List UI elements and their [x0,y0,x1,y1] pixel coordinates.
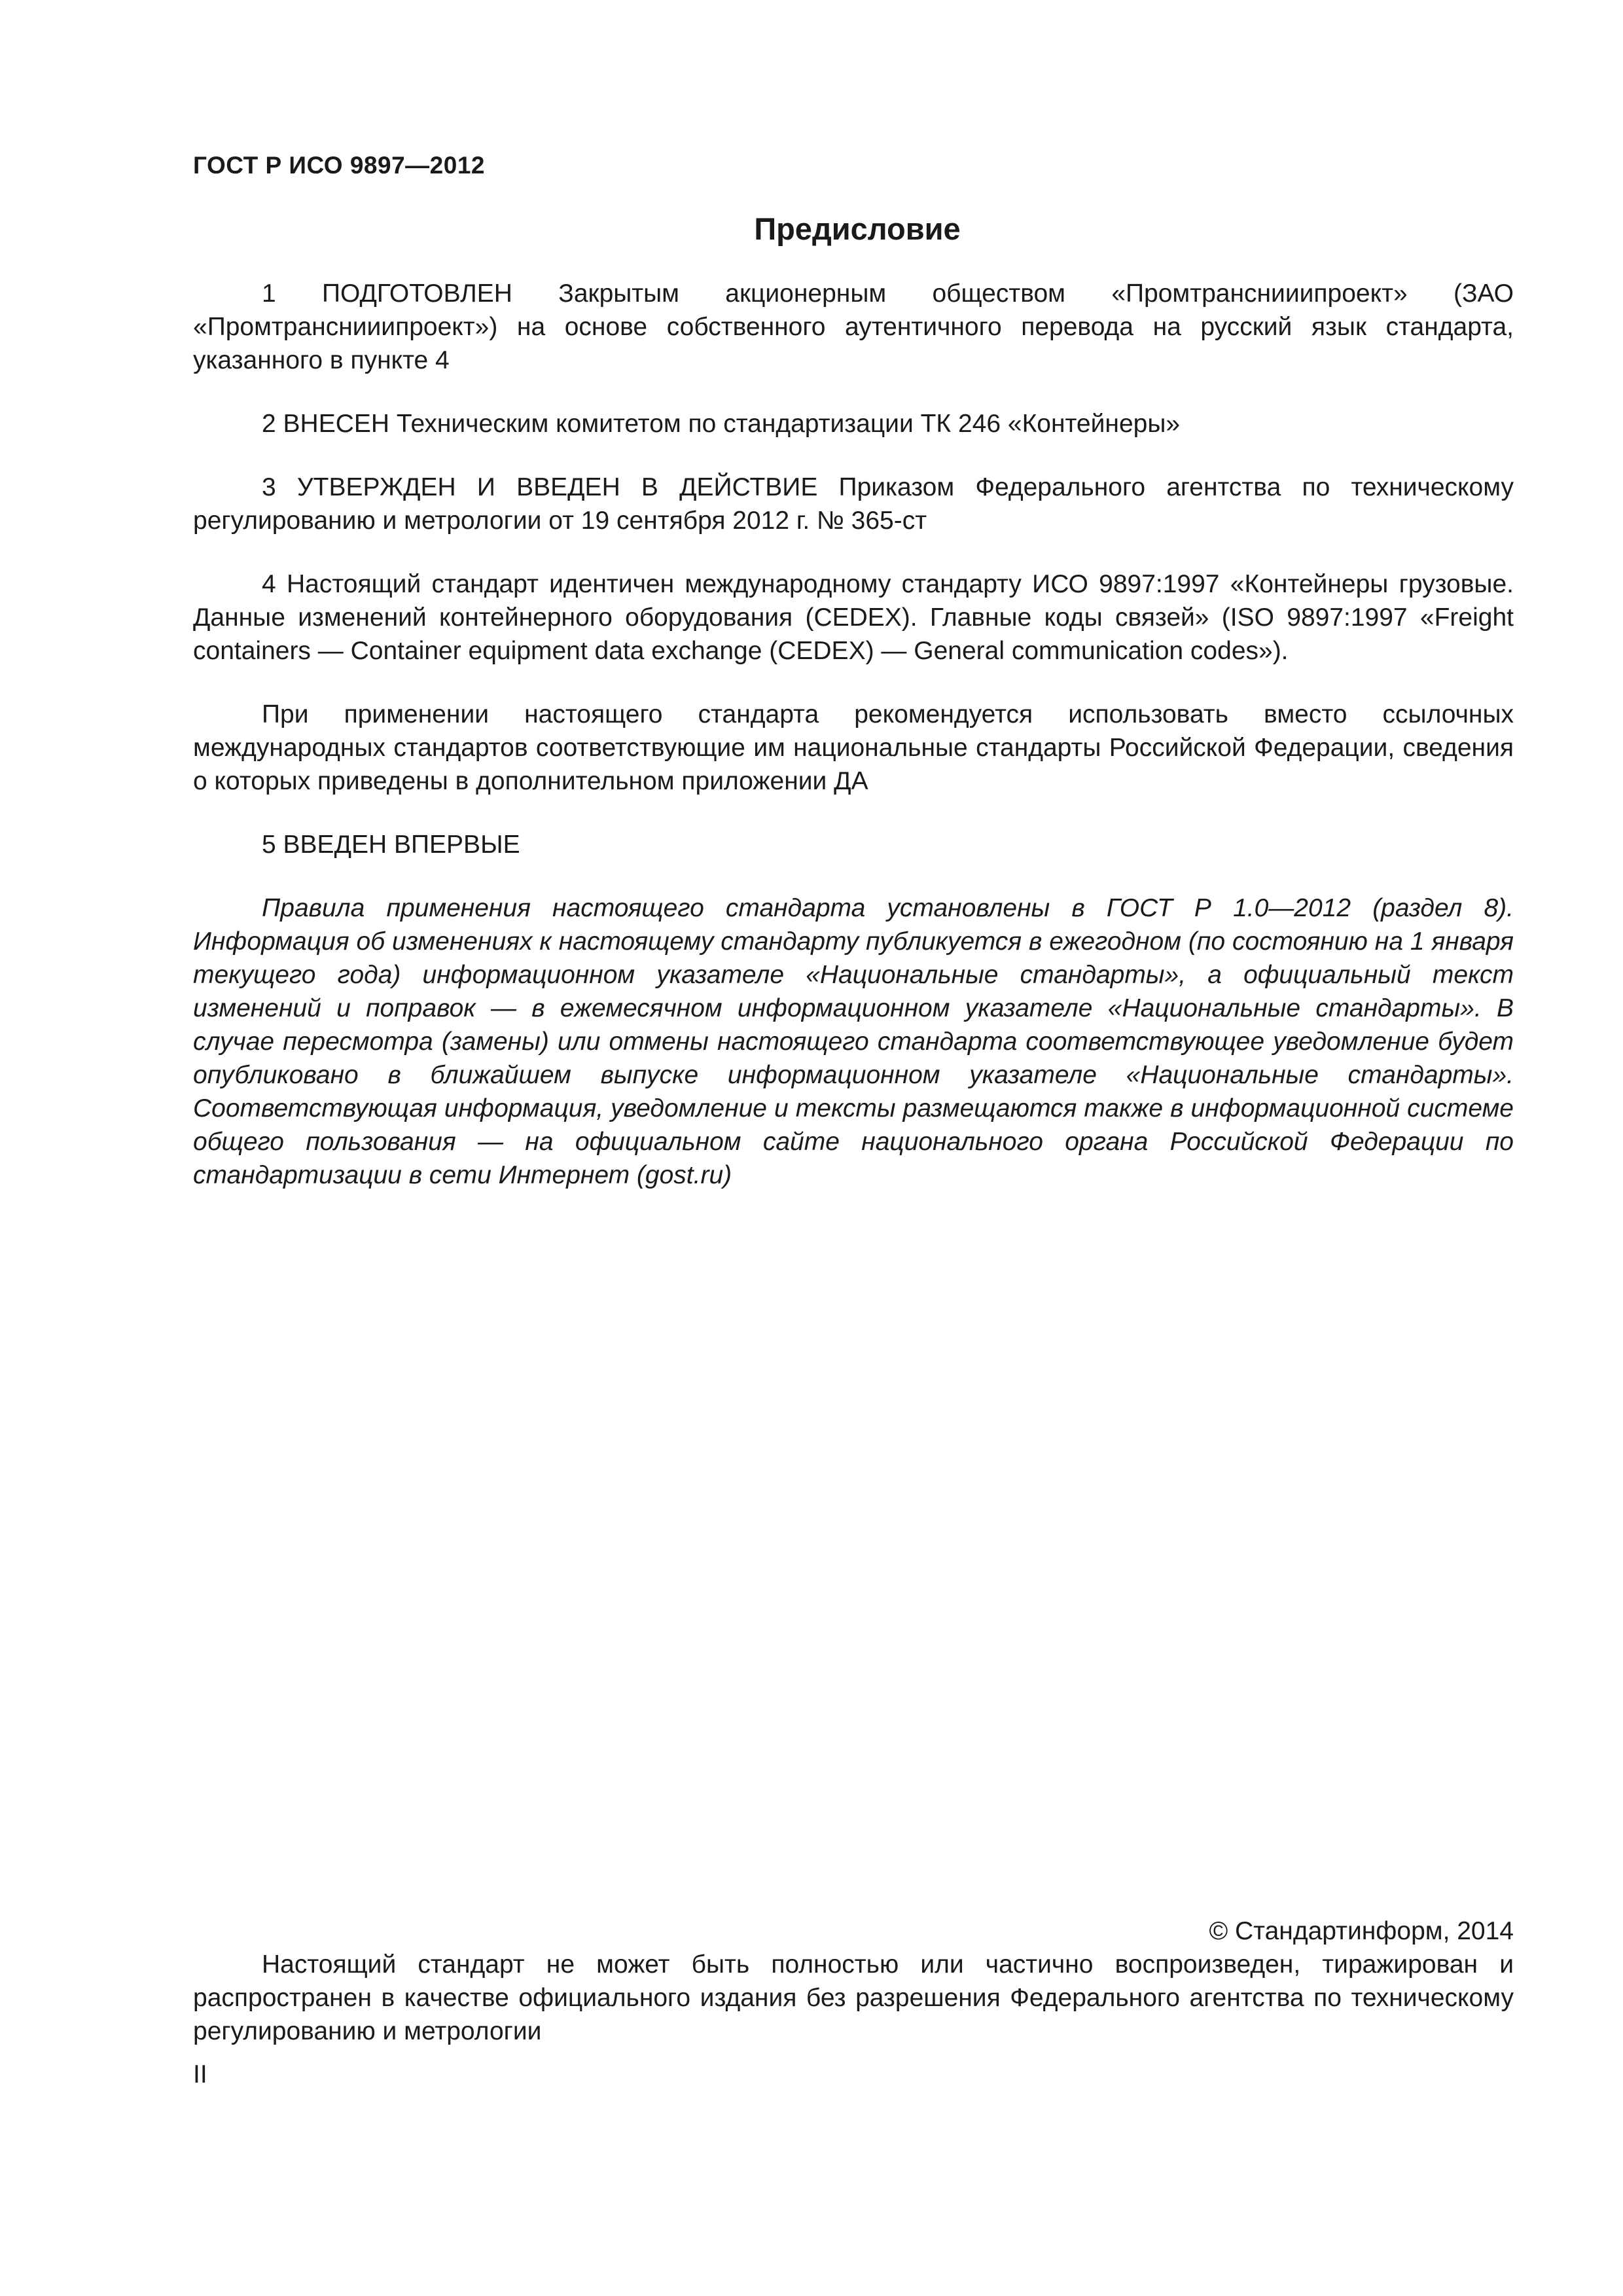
reproduction-notice: Настоящий стандарт не может быть полностью или частично воспроизведен, тиражирован и распространен в качестве официального издания без разрешения Федерального агентства по техническому регулированию и метрологии [193,1950,1514,2045]
page-number: II [193,2060,207,2089]
paragraph-rules-note: Правила применения настоящего стандарта установлены в ГОСТ Р 1.0—2012 (раздел 8). Информация об изменениях к настоящему стандарту публикуется в ежегодном (по состоянию на 1 января текущего года) информационном указателе «Национальные стандарты», а официальный текст изменений и поправок — в ежемесячном информационном указателе «Национальные стандарты». В случае пересмотра (замены) или отмены настоящего стандарта соответствующее уведомление будет опубликовано в ближайшем выпуске информационном указателе «Национальные стандарты». Соответствующая информация, уведомление и тексты размещаются также в информационной системе общего пользования — на официальном сайте национального органа Российской Федерации по стандартизации в сети Интернет (gost.ru) [193,894,1514,1189]
foreword-body [193,277,1514,1222]
paragraph-submitted-by: 2 ВНЕСЕН Техническим комитетом по стандартизации ТК 246 «Контейнеры» [262,410,1181,438]
paragraph-prepared-by: 1 ПОДГОТОВЛЕН Закрытым акционерным обществом «Промтранснииипроект» (ЗАО «Промтранснииипроект») на основе собственного аутентичного перевода на русский язык стандарта, указанного в пункте 4 [193,279,1514,374]
paragraph-approved: 3 УТВЕРЖДЕН И ВВЕДЕН В ДЕЙСТВИЕ Приказом Федерального агентства по техническому регулированию и метрологии от 19 сентября 2012 г. № 365-ст [193,473,1514,535]
copyright-line: © Стандартинформ, 2014 [1209,1917,1514,1945]
paragraph-introduced-first: 5 ВВЕДЕН ВПЕРВЫЕ [262,831,520,859]
paragraph-references-note: При применении настоящего стандарта рекомендуется использовать вместо ссылочных международных стандартов соответствующие им национальные стандарты Российской Федерации, сведения о которых приведены в дополнительном приложении ДА [193,700,1514,795]
footer [193,1914,1514,2048]
page-title: Предисловие [754,211,961,246]
paragraph-identical-standard: 4 Настоящий стандарт идентичен международному стандарту ИСО 9897:1997 «Контейнеры грузовые. Данные изменений контейнерного оборудования (CEDEX). Главные коды связей» (ISO 9897:1997 «Freight containers — Container equipment data exchange (CEDEX) — General communication codes»). [193,570,1514,665]
standard-code-header: ГОСТ Р ИСО 9897—2012 [193,152,485,179]
